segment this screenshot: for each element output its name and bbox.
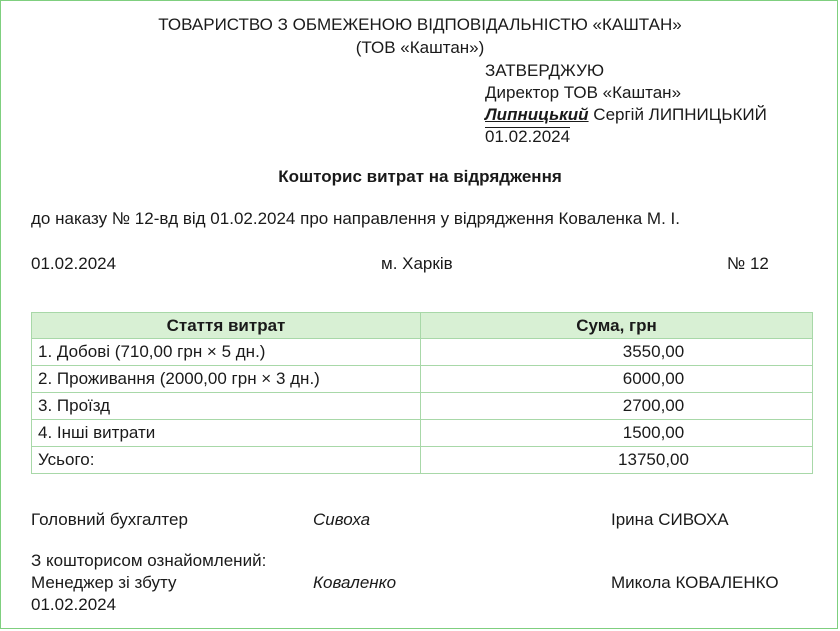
row-item: 4. Інші витрати — [32, 420, 421, 447]
acquainted-label: З кошторисом ознайомлений: — [31, 551, 267, 570]
accountant-name: Ірина СИВОХА — [611, 510, 729, 529]
accountant-signature: Сивоха — [313, 510, 371, 529]
company-short-name: (ТОВ «Каштан») — [355, 38, 485, 57]
document-date: 01.02.2024 — [31, 254, 117, 273]
row-amount: 2700,00 — [421, 393, 813, 420]
approver-position: Директор ТОВ «Каштан» — [485, 83, 682, 102]
document-number: № 12 — [727, 254, 769, 273]
table-row — [32, 366, 813, 393]
company-full-name: ТОВАРИСТВО З ОБМЕЖЕНОЮ ВІДПОВІДАЛЬНІСТЮ «КАШТАН» — [158, 15, 682, 34]
row-item: 3. Проїзд — [32, 393, 421, 420]
row-amount: 1500,00 — [421, 420, 813, 447]
approve-word: ЗАТВЕРДЖУЮ — [485, 61, 605, 80]
table-total-row — [32, 447, 813, 474]
row-item: 2. Проживання (2000,00 грн × 3 дн.) — [32, 366, 421, 393]
table-row — [32, 393, 813, 420]
column-header-amount: Сума, грн — [421, 313, 813, 339]
approval-date: 01.02.2024 — [485, 127, 571, 146]
table-row — [32, 420, 813, 447]
director-name: Сергій ЛИПНИЦЬКИЙ — [593, 105, 767, 124]
manager-signature: Коваленко — [313, 573, 397, 592]
document-title: Кошторис витрат на відрядження — [278, 167, 562, 186]
table-header-row — [32, 313, 813, 339]
total-label: Усього: — [32, 447, 421, 474]
approver-signature-line — [485, 105, 767, 125]
manager-role: Менеджер зі збуту — [31, 573, 177, 592]
cost-table — [31, 312, 813, 474]
total-amount: 13750,00 — [421, 447, 813, 474]
manager-date: 01.02.2024 — [31, 595, 117, 614]
document-place: м. Харків — [381, 254, 453, 273]
row-amount: 6000,00 — [421, 366, 813, 393]
row-amount: 3550,00 — [421, 339, 813, 366]
column-header-item: Стаття витрат — [32, 313, 421, 339]
table-row — [32, 339, 813, 366]
order-reference: до наказу № 12-вд від 01.02.2024 про направлення у відрядження Коваленка М. І. — [31, 209, 680, 228]
accountant-role: Головний бухгалтер — [31, 510, 188, 529]
row-item: 1. Добові (710,00 грн × 5 дн.) — [32, 339, 421, 366]
director-signature: Липницький — [485, 105, 589, 124]
manager-name: Микола КОВАЛЕНКО — [611, 573, 779, 592]
